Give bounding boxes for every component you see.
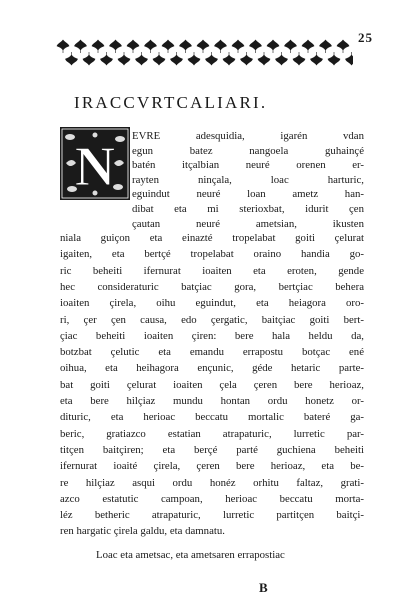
- fleuron-ornament: [250, 40, 262, 53]
- fleuron-ornament: [241, 52, 253, 65]
- text-line: dibat eta mi sterioxbat, idurit çen: [132, 203, 364, 215]
- text-line: azco estatutic campoan, herioac beccatu morta-: [60, 492, 364, 505]
- fleuron-ornament: [197, 40, 209, 53]
- text-line: léz betheric atrapaturic, lurretic partitçen baitçi-: [60, 509, 364, 522]
- fleuron-ornament: [223, 52, 235, 65]
- text-line: dituric, eta herioac beccatu mortalic bateré ga-: [60, 411, 364, 424]
- signature-mark: B: [259, 580, 268, 595]
- fleuron-ornament: [215, 40, 227, 53]
- text-line: ric beheiti ifernurat ioaiten eta eroten, gende: [60, 264, 364, 277]
- fleuron-ornament: [145, 40, 157, 53]
- page-number: 25: [358, 30, 373, 45]
- drop-cap-letter: N: [74, 136, 116, 198]
- fleuron-ornament: [57, 40, 69, 53]
- text-line: botzbat çelutic eta emandu errapostu botçac ené: [60, 346, 364, 359]
- text-line: rayten ninçala, loac harturic,: [132, 173, 364, 186]
- drop-cap: [60, 127, 130, 200]
- text-line: eta bere hilçiaz mundu hontan ordu honetz or-: [60, 395, 364, 407]
- fleuron-ornament: [293, 52, 305, 65]
- fleuron-ornament: [83, 52, 95, 65]
- fleuron-ornament: [101, 52, 113, 65]
- fleuron-ornament: [311, 52, 323, 65]
- fleuron-ornament: [337, 40, 349, 53]
- fleuron-ornament: [328, 52, 340, 65]
- text-line: oihua, eta heihagora ençunic, géde hetaric parte-: [60, 362, 364, 375]
- fleuron-ornament: [320, 40, 332, 53]
- text-line: ren hargatic çirela galdu, eta damnatu.: [60, 525, 225, 538]
- text-line: re hilçiaz asqui ordu honéz orhitu faltaz, grati-: [60, 476, 364, 489]
- fleuron-ornament: [206, 52, 218, 65]
- fleuron-ornament: [118, 52, 130, 65]
- fleuron-ornament: [66, 52, 78, 65]
- fleuron-ornament: [285, 40, 297, 53]
- fleuron-ornament: [127, 40, 139, 53]
- fleuron-ornament: [153, 52, 165, 65]
- text-line: çautan neuré ametsian, ikusten: [132, 217, 364, 230]
- fleuron-ornament: [110, 40, 122, 53]
- fleuron-ornament: [276, 52, 288, 65]
- text-line: ioaiten çirela, oihu eguindut, eta heiagora oro-: [60, 297, 364, 310]
- text-line: bat goiti çelurat ioaiten çela çeren bere herioaz,: [60, 378, 364, 391]
- fleuron-ornament: [188, 52, 200, 65]
- text-line: EVRE adesquidia, igarén vdan: [132, 130, 364, 142]
- paragraph-line: Loac eta ametsac, eta ametsaren errapostiac: [96, 549, 285, 561]
- fleuron-ornament: [136, 52, 148, 65]
- text-line: ifernurat ioaité çirela, çeren bere herioaz, eta be-: [60, 460, 364, 473]
- fleuron-ornament: [180, 40, 192, 53]
- text-line: niala guiçon eta einazté tropelabat goiti çelurat: [60, 232, 364, 244]
- fleuron-ornament: [258, 52, 270, 65]
- text-line: hec consideraturic batçiac gora, bertçiac behera: [60, 280, 364, 293]
- fleuron-ornament: [267, 40, 279, 53]
- text-line: egun batez nangoela guhainçé: [132, 144, 364, 157]
- text-line: eguindut neuré loan ametz han-: [132, 188, 364, 201]
- section-title: IRACCVRTCALIARI.: [74, 93, 268, 112]
- text-line: titçen baitçiren; eta berçé parté guchiena beheiti: [60, 443, 364, 456]
- fleuron-ornament: [92, 40, 104, 53]
- text-line: batén itçalbian neuré orenen er-: [132, 159, 364, 172]
- text-line: ri, çer çen causa, edo çergatic, baitçiac goiti bert-: [60, 313, 364, 326]
- fleuron-ornament: [75, 40, 87, 53]
- fleuron-ornament: [162, 40, 174, 53]
- ornament-band: [55, 38, 353, 68]
- fleuron-ornament: [171, 52, 183, 65]
- fleuron-ornament: [346, 52, 354, 65]
- text-line: beric, gratiazco estatian atrapaturic, lurretic par-: [60, 427, 364, 440]
- fleuron-ornament: [302, 40, 314, 53]
- text-line: çiac beheiti ioaiten çiren: bere hala heldu da,: [60, 329, 364, 342]
- fleuron-ornament: [232, 40, 244, 53]
- text-line: igaiten, eta bertçé tropelabat oraino handia go-: [60, 248, 364, 261]
